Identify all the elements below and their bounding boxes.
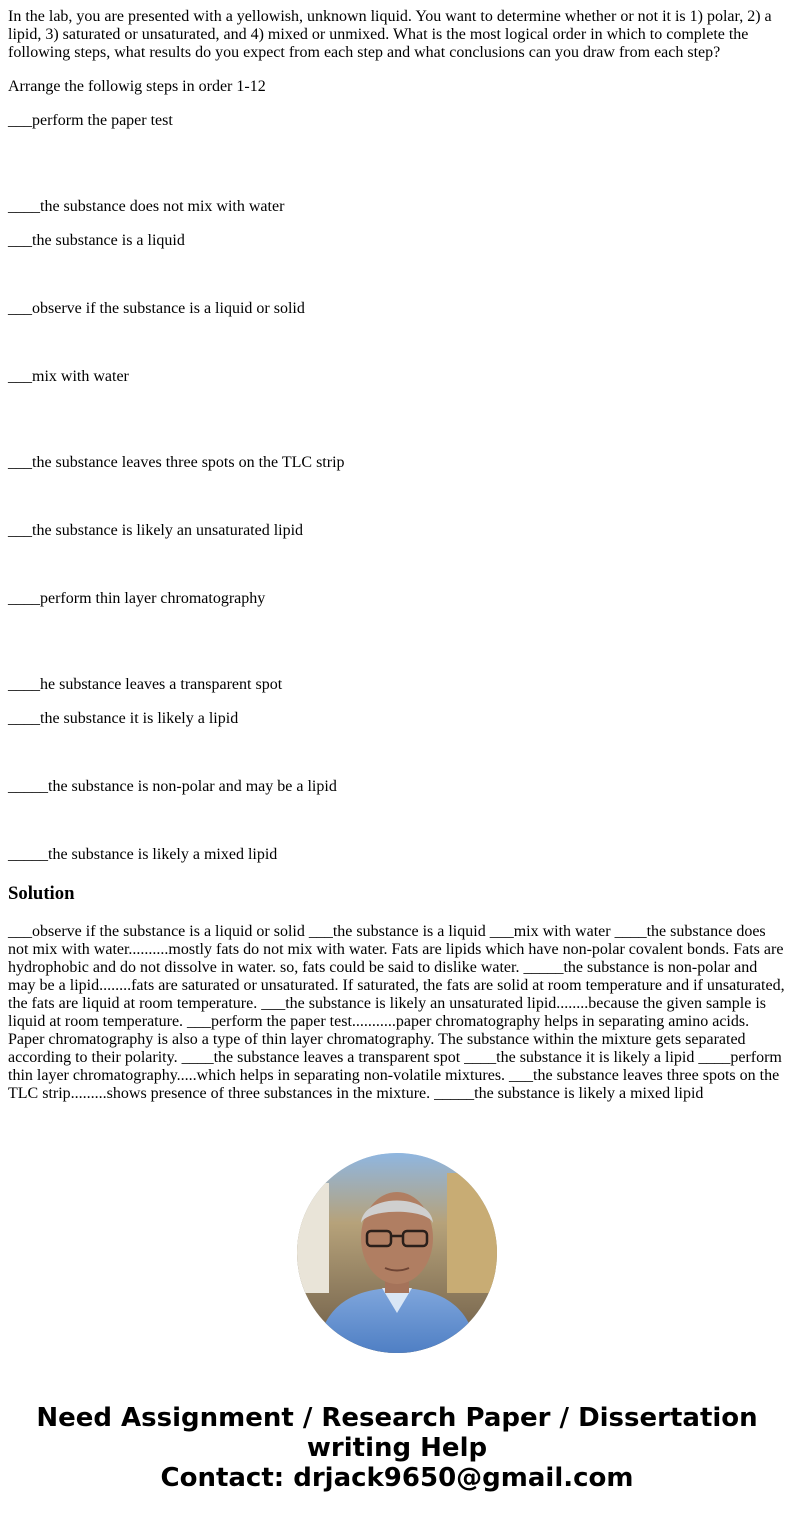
question-intro: In the lab, you are presented with a yellowish, unknown liquid. You want to determine whether or not it is 1) polar, 2) a lipid, 3) saturated or unsaturated, and 4) mixed or unmixed. What is the most logical order in which to complete the following steps, what results do you expect from each step and what conclusions can you draw from each step? xyxy=(8,8,772,61)
step-item: _____the substance is non-polar and may be a lipid xyxy=(8,778,337,795)
avatar-photo-illustration xyxy=(297,1153,497,1353)
step-item: ___the substance is a liquid xyxy=(8,232,185,249)
question-instruction: Arrange the followig steps in order 1-12 xyxy=(8,78,266,95)
step-item: ____perform thin layer chromatography xyxy=(8,590,266,607)
step-item: ___observe if the substance is a liquid or solid xyxy=(8,300,305,317)
step-item: _____the substance is likely a mixed lipid xyxy=(8,846,278,863)
promo-line: writing Help xyxy=(306,1433,488,1463)
step-item: ____the substance it is likely a lipid xyxy=(8,710,239,727)
step-item: ___the substance leaves three spots on the TLC strip xyxy=(8,454,345,471)
step-item: ___the substance is likely an unsaturated lipid xyxy=(8,522,304,539)
step-item: ____the substance does not mix with water xyxy=(8,198,285,215)
step-item: ____he substance leaves a transparent spot xyxy=(8,676,283,693)
solution-heading: Solution xyxy=(8,883,75,904)
solution-body: ___observe if the substance is a liquid or solid ___the substance is a liquid ___mix with water ____the substance does not mix with water..........mostly fats do not mix with water. Fats are lipids which have non-polar covalent bonds. Fats are hydrophobic and do not dissolve in water. so, fats could be said to dislike water. _____the substance is non-polar and may be a lipid........fats are saturated or unsaturated. If saturated, the fats are solid at room temperature and if unsaturated, the fats are liquid at room temperature. ___the substance is likely an unsaturated lipid........because the given sample is liquid at room temperature. ___perform the paper test...........paper chromatography helps in separating amino acids. Paper chromatography is also a type of thin layer chromatography. The substance within the mixture gets separated according to their polarity. ____the substance leaves a transparent spot ____the substance it is likely a lipid ____perform thin layer chromatography.....which helps in separating non-volatile mixtures. ___the substance leaves three spots on the TLC strip.........shows presence of three substances in the mixture. _____the substance is likely a mixed lipid xyxy=(8,923,785,1102)
step-item: ___mix with water xyxy=(8,368,129,385)
step-item: ___perform the paper test xyxy=(8,112,173,129)
promo-banner xyxy=(0,1403,794,1493)
promo-contact: Contact: drjack9650@gmail.com xyxy=(160,1463,634,1493)
promo-line: Need Assignment / Research Paper / Dissertation xyxy=(36,1403,758,1433)
author-avatar xyxy=(297,1153,497,1353)
